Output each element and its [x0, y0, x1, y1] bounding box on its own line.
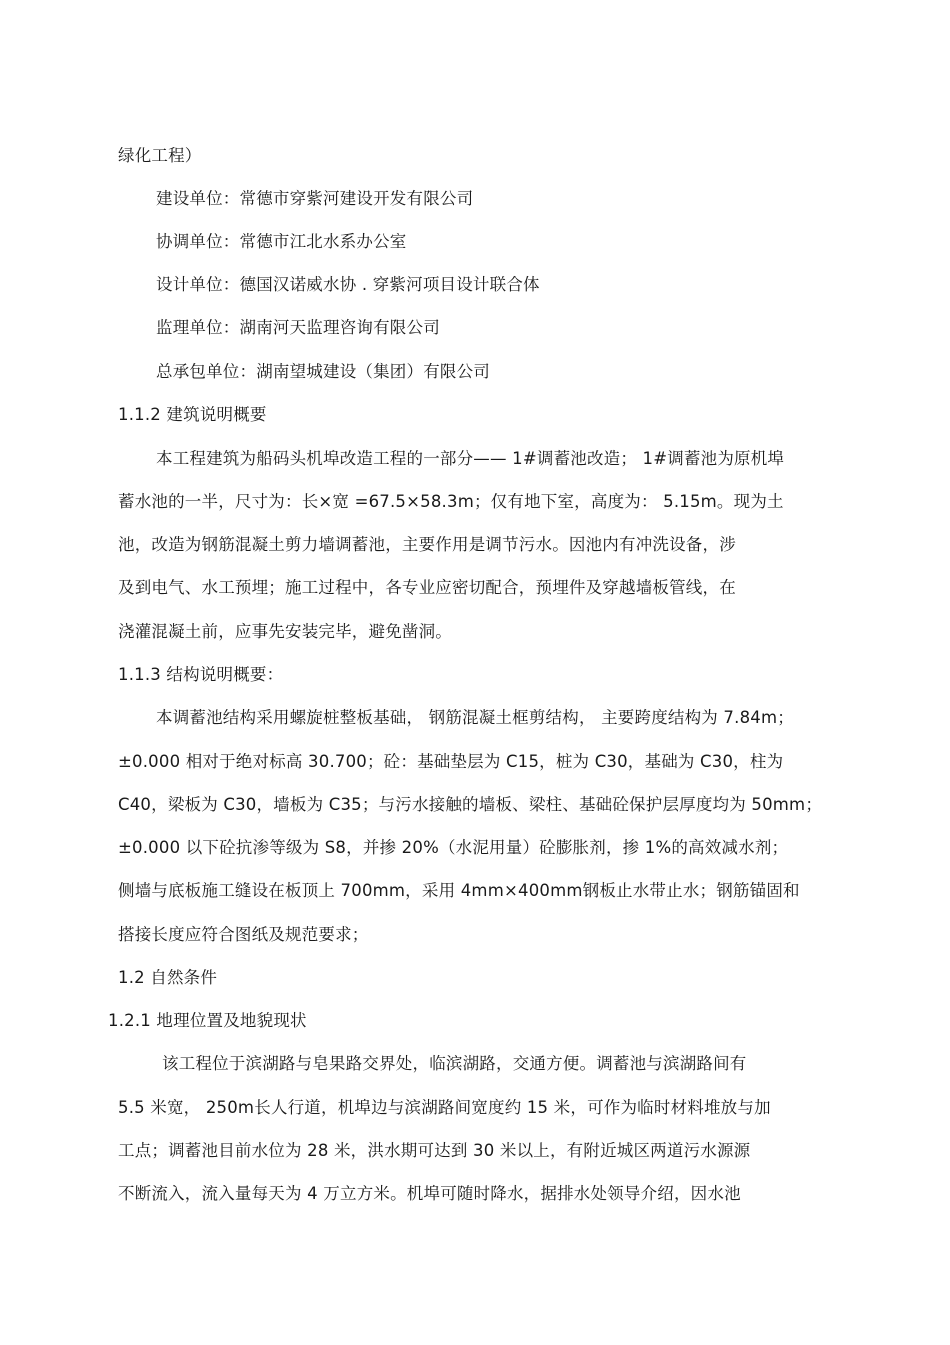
text-line-continuation: 绿化工程） [118, 146, 202, 165]
paragraph-line: 蓄水池的一半，尺寸为：长×宽 =67.5×58.3m；仅有地下室，高度为： 5.15m。现为土 [118, 492, 784, 511]
paragraph-line: 浇灌混凝土前，应事先安装完毕，避免凿洞。 [118, 622, 452, 641]
paragraph-line: 本工程建筑为船码头机埠改造工程的一部分—— 1#调蓄池改造； 1#调蓄池为原机埠 [156, 449, 785, 468]
paragraph-line: C40，梁板为 C30，墙板为 C35；与污水接触的墙板、梁柱、基础砼保护层厚度均为 50mm； [118, 795, 823, 814]
paragraph-line: 不断流入，流入量每天为 4 万立方米。机埠可随时降水，据排水处领导介绍，因水池 [118, 1184, 741, 1203]
paragraph-line: 搭接长度应符合图纸及规范要求； [118, 925, 369, 944]
section-heading-1-2: 1.2 自然条件 [118, 968, 218, 987]
construction-unit-line: 建设单位：常德市穿紫河建设开发有限公司 [156, 189, 474, 208]
section-heading-1-1-2: 1.1.2 建筑说明概要 [118, 405, 267, 424]
paragraph-line: 本调蓄池结构采用螺旋桩整板基础， 钢筋混凝土框剪结构， 主要跨度结构为 7.84m； [156, 708, 794, 727]
paragraph-line: 5.5 米宽， 250m长人行道，机埠边与滨湖路间宽度约 15 米，可作为临时材料堆放与加 [118, 1098, 771, 1117]
paragraph-line: 及到电气、水工预埋；施工过程中，各专业应密切配合，预埋件及穿越墙板管线，在 [118, 578, 736, 597]
section-heading-1-2-1: 1.2.1 地理位置及地貌现状 [108, 1011, 307, 1030]
paragraph-line: 池，改造为钢筋混凝土剪力墙调蓄池，主要作用是调节污水。因池内有冲洗设备，涉 [118, 535, 736, 554]
paragraph-line: 该工程位于滨湖路与皂果路交界处，临滨湖路，交通方便。调蓄池与滨湖路间有 [162, 1054, 747, 1073]
paragraph-line: ±0.000 以下砼抗渗等级为 S8，并掺 20%（水泥用量）砼膨胀剂，掺 1%的高效减水剂； [118, 838, 789, 857]
coordination-unit-line: 协调单位：常德市江北水系办公室 [156, 232, 407, 251]
section-heading-1-1-3: 1.1.3 结构说明概要： [118, 665, 284, 684]
paragraph-line: ±0.000 相对于绝对标高 30.700；砼：基础垫层为 C15，桩为 C30，基础为 C30，柱为 [118, 752, 784, 771]
supervision-unit-line: 监理单位：湖南河天监理咨询有限公司 [156, 318, 440, 337]
design-unit-line: 设计单位：德国汉诺威水协 . 穿紫河项目设计联合体 [156, 275, 540, 294]
general-contractor-line: 总承包单位：湖南望城建设（集团）有限公司 [156, 362, 490, 381]
paragraph-line: 侧墙与底板施工缝设在板顶上 700mm，采用 4mm×400mm钢板止水带止水；钢筋锚固和 [118, 881, 800, 900]
paragraph-line: 工点；调蓄池目前水位为 28 米，洪水期可达到 30 米以上，有附近城区两道污水源源 [118, 1141, 751, 1160]
